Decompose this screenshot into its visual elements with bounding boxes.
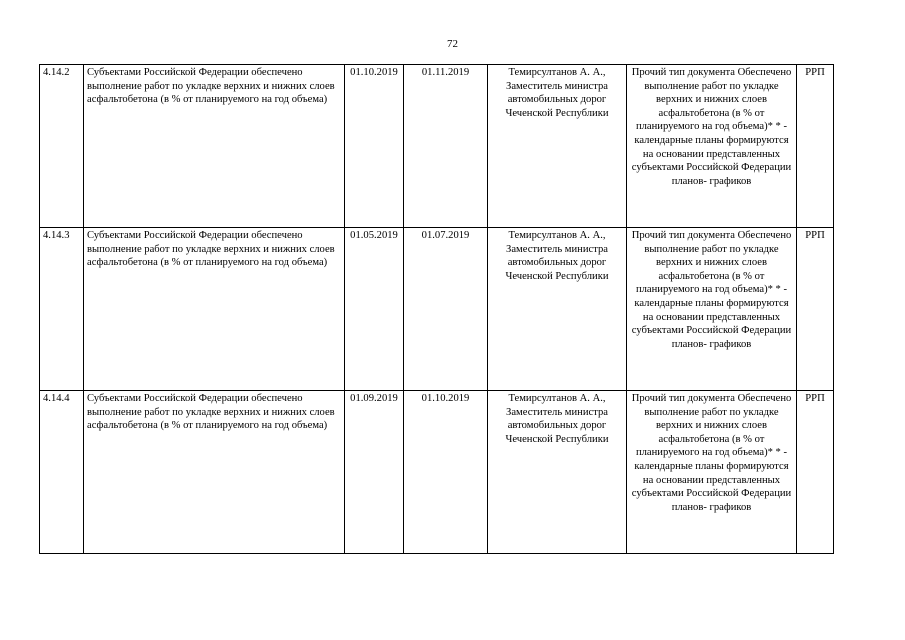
page-number: 72 bbox=[447, 38, 458, 50]
row-start-date: 01.05.2019 bbox=[345, 228, 404, 391]
row-number: 4.14.4 bbox=[40, 391, 84, 554]
row-description: Субъектами Российской Федерации обеспечено выполнение работ по укладке верхних и нижних слоев асфальтобетона (в % от планируемого на год объема) bbox=[84, 391, 345, 554]
row-code: РРП bbox=[797, 228, 834, 391]
row-code: РРП bbox=[797, 65, 834, 228]
row-description: Субъектами Российской Федерации обеспечено выполнение работ по укладке верхних и нижних слоев асфальтобетона (в % от планируемого на год объема) bbox=[84, 228, 345, 391]
row-end-date: 01.07.2019 bbox=[404, 228, 488, 391]
row-number: 4.14.2 bbox=[40, 65, 84, 228]
row-end-date: 01.11.2019 bbox=[404, 65, 488, 228]
table-row bbox=[40, 228, 834, 391]
row-start-date: 01.10.2019 bbox=[345, 65, 404, 228]
row-start-date: 01.09.2019 bbox=[345, 391, 404, 554]
row-code: РРП bbox=[797, 391, 834, 554]
row-responsible: Темирсултанов А. А., Заместитель министра автомобильных дорог Чеченской Республики bbox=[488, 65, 627, 228]
row-number: 4.14.3 bbox=[40, 228, 84, 391]
row-end-date: 01.10.2019 bbox=[404, 391, 488, 554]
row-document: Прочий тип документа Обеспечено выполнение работ по укладке верхних и нижних слоев асфальтобетона (в % от планируемого на год объема)* * - календарные планы формируются на основании представленных субъектами Российской Федерации планов- графиков bbox=[627, 228, 797, 391]
table-row bbox=[40, 65, 834, 228]
plan-table bbox=[39, 64, 834, 554]
row-responsible: Темирсултанов А. А., Заместитель министра автомобильных дорог Чеченской Республики bbox=[488, 391, 627, 554]
row-responsible: Темирсултанов А. А., Заместитель министра автомобильных дорог Чеченской Республики bbox=[488, 228, 627, 391]
table-row bbox=[40, 391, 834, 554]
row-description: Субъектами Российской Федерации обеспечено выполнение работ по укладке верхних и нижних слоев асфальтобетона (в % от планируемого на год объема) bbox=[84, 65, 345, 228]
row-document: Прочий тип документа Обеспечено выполнение работ по укладке верхних и нижних слоев асфальтобетона (в % от планируемого на год объема)* * - календарные планы формируются на основании представленных субъектами Российской Федерации планов- графиков bbox=[627, 391, 797, 554]
row-document: Прочий тип документа Обеспечено выполнение работ по укладке верхних и нижних слоев асфальтобетона (в % от планируемого на год объема)* * - календарные планы формируются на основании представленных субъектами Российской Федерации планов- графиков bbox=[627, 65, 797, 228]
